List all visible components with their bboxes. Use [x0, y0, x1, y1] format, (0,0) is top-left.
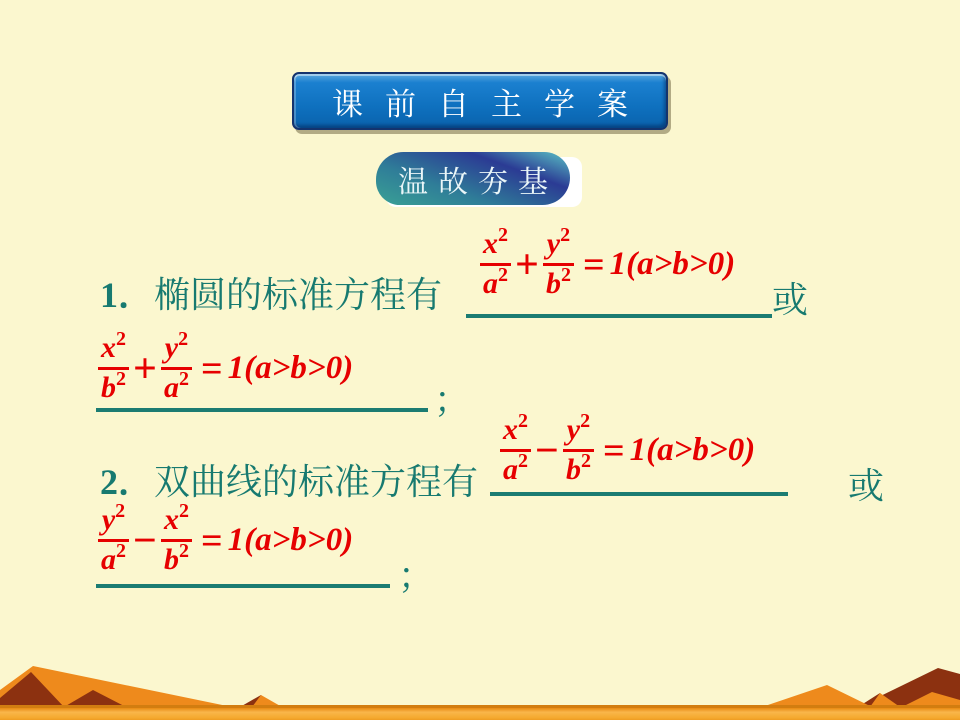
item2-number: 2．: [100, 462, 155, 502]
plus-operator: +: [515, 241, 539, 288]
minus-operator: −: [133, 517, 157, 564]
fraction: x 2 a 2: [480, 226, 511, 303]
formula-condition: 1(a>b>0): [227, 522, 354, 558]
item1-formula-a: [478, 226, 735, 303]
minus-operator: −: [535, 427, 559, 474]
base-strip-gold: [0, 708, 960, 720]
base-strip-dark: [0, 705, 960, 708]
fraction: y 2 a 2: [161, 330, 192, 407]
formula-condition: 1(a>b>0): [629, 432, 756, 468]
answer-blank-underline: [96, 408, 428, 412]
item1-or-label: 或: [772, 280, 809, 320]
answer-blank-underline: [96, 584, 390, 588]
equals-sign: =: [200, 519, 223, 562]
item1-formula-b: [96, 330, 353, 407]
fraction: x 2 b 2: [161, 502, 192, 579]
mountain-triangle: [762, 685, 872, 707]
item1-label: 椭圆的标准方程有: [154, 275, 443, 315]
item1-text: [100, 267, 442, 318]
item2-text: [100, 454, 478, 505]
answer-blank-underline: [490, 492, 788, 496]
lesson-section-button[interactable]: 课前自主学案: [292, 72, 668, 130]
fraction: x 2 a 2: [500, 412, 531, 489]
fraction: y 2 b 2: [563, 412, 594, 489]
formula-condition: 1(a>b>0): [609, 246, 736, 282]
plus-operator: +: [133, 345, 157, 392]
item1-number: 1．: [100, 275, 155, 315]
fraction: x 2 b 2: [98, 330, 129, 407]
item2-formula-a: [498, 412, 755, 489]
bottom-mountain-decoration: [0, 660, 960, 720]
fraction: y 2 b 2: [543, 226, 574, 303]
item2-or-label: 或: [848, 466, 885, 506]
item1-semicolon: ；: [434, 380, 471, 420]
item2-formula-b: [96, 502, 353, 579]
fraction: y 2 a 2: [98, 502, 129, 579]
equals-sign: =: [582, 243, 605, 286]
item2-label: 双曲线的标准方程有: [154, 462, 479, 502]
review-badge: 温故夯基: [376, 152, 570, 205]
item2-semicolon: ；: [398, 556, 435, 596]
equals-sign: =: [200, 347, 223, 390]
answer-blank-underline: [466, 314, 772, 318]
formula-condition: 1(a>b>0): [227, 350, 354, 386]
equals-sign: =: [602, 429, 625, 472]
